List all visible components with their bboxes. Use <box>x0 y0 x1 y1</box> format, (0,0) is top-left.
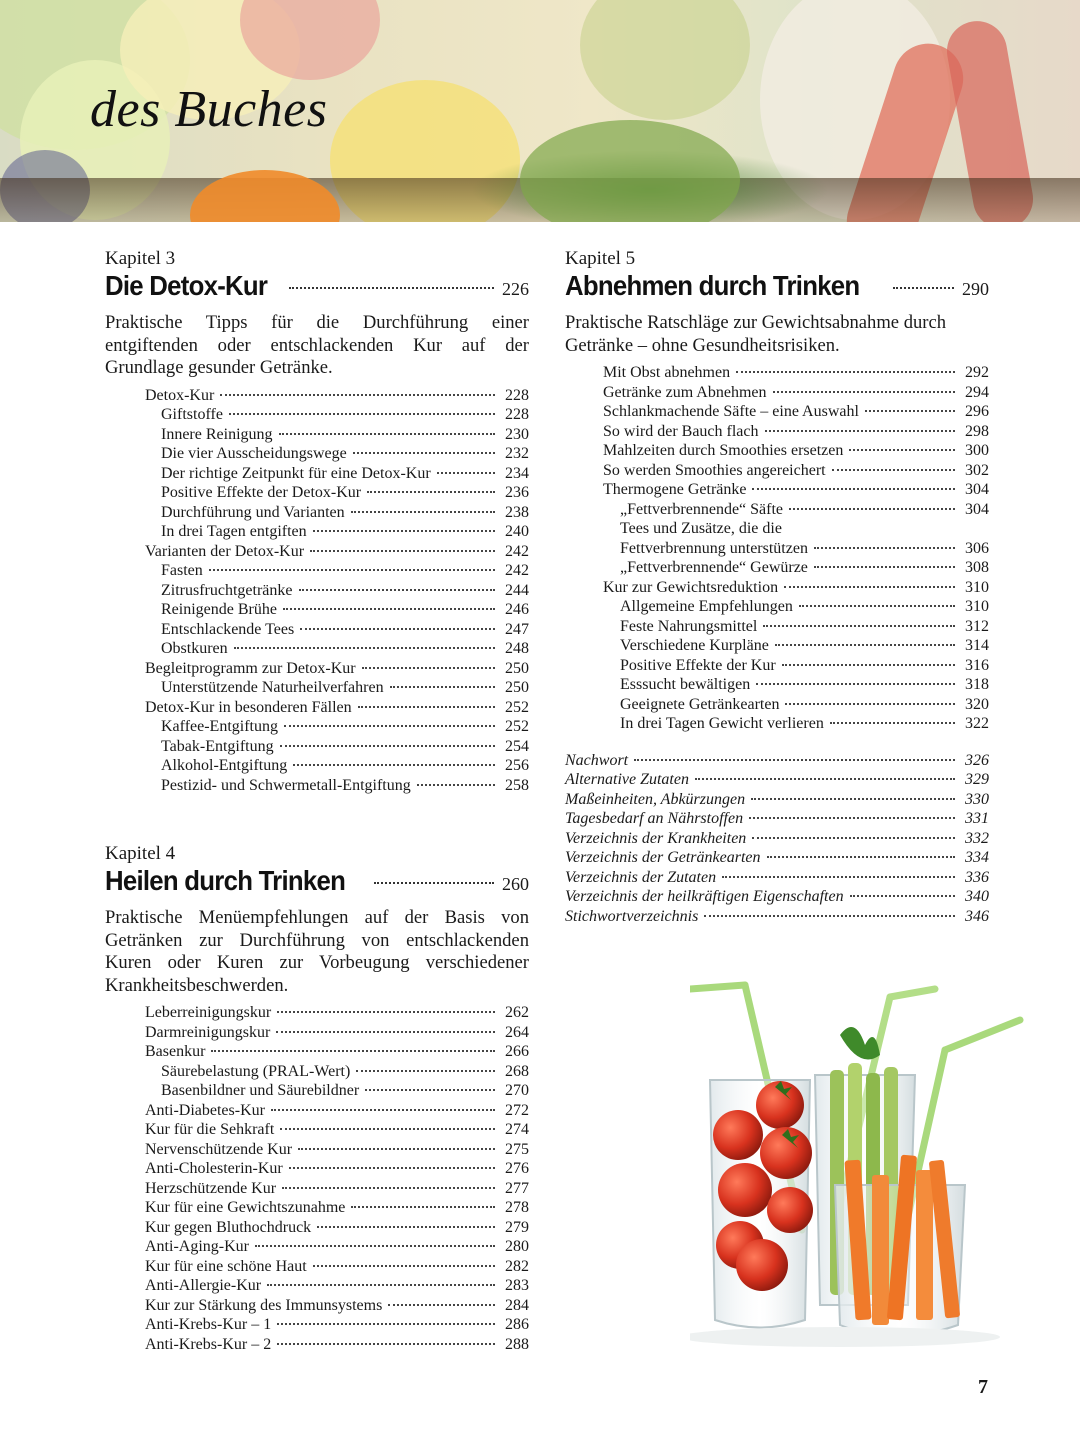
toc-entry[interactable] <box>105 1218 529 1238</box>
dot-leader <box>704 915 955 917</box>
dot-leader <box>374 882 494 884</box>
toc-entry-page: 248 <box>505 640 529 657</box>
toc-entry-page: 234 <box>505 464 529 482</box>
dot-leader <box>211 1050 495 1052</box>
toc-entry-label: Innere Reinigung <box>161 425 273 443</box>
toc-entry[interactable] <box>565 675 989 695</box>
toc-entry-page: 304 <box>965 500 989 518</box>
toc-entry[interactable] <box>105 581 529 601</box>
dot-leader <box>310 550 495 552</box>
toc-entry[interactable] <box>105 542 529 562</box>
dot-leader <box>830 722 955 724</box>
toc-entry-page: 308 <box>965 559 989 576</box>
toc-entry-label: Stichwortverzeichnis <box>565 907 699 925</box>
toc-entry-label: Pestizid- und Schwermetall-Entgiftung <box>161 776 411 794</box>
toc-entry-page: 278 <box>505 1199 529 1216</box>
toc-entry[interactable] <box>105 561 529 581</box>
toc-entry-page: 302 <box>965 461 989 479</box>
toc-entry-page: 310 <box>965 598 989 615</box>
toc-entry-page: 242 <box>505 542 529 560</box>
toc-entry-page: 288 <box>505 1335 529 1353</box>
toc-entry[interactable] <box>105 756 529 776</box>
dot-leader <box>865 410 955 412</box>
toc-entry-label: Anti-Krebs-Kur – 2 <box>145 1335 272 1353</box>
toc-entry[interactable] <box>105 1315 529 1335</box>
toc-entry-page: 238 <box>505 503 529 521</box>
toc-entry-label: Herzschützende Kur <box>145 1179 277 1197</box>
toc-entry[interactable] <box>105 678 529 698</box>
toc-entry-page: 334 <box>965 849 989 866</box>
chapter-title-row[interactable] <box>105 865 529 901</box>
dot-leader <box>785 703 955 705</box>
toc-entry-label: Alternative Zutaten <box>565 771 689 788</box>
toc-entry[interactable] <box>105 1257 529 1277</box>
toc-entry[interactable] <box>565 656 989 676</box>
toc-entry[interactable] <box>105 1081 529 1101</box>
toc-entry-label: Anti-Allergie-Kur <box>145 1277 262 1294</box>
toc-entry-page: 252 <box>505 698 529 716</box>
toc-entry[interactable] <box>565 383 989 403</box>
toc-entry-page: 300 <box>965 442 989 459</box>
page-title: des Buches <box>90 81 328 138</box>
toc-entry[interactable] <box>565 809 989 829</box>
toc-entry-label: Getränke zum Abnehmen <box>603 383 767 401</box>
dot-leader <box>280 745 495 747</box>
toc-entry[interactable] <box>105 444 529 464</box>
toc-entry[interactable] <box>565 617 989 637</box>
toc-entry[interactable] <box>105 1120 529 1140</box>
toc-entry[interactable] <box>105 1276 529 1296</box>
toc-entry-label: Esssucht bewältigen <box>620 676 751 693</box>
toc-entry-label: So wird der Bauch flach <box>603 422 759 440</box>
dot-leader <box>282 1187 495 1189</box>
dot-leader <box>276 1031 495 1033</box>
toc-entry-label: „Fettverbrennende“ Säfte <box>620 500 784 518</box>
toc-entry-page: 244 <box>505 581 529 599</box>
toc-entry-label: Anti-Krebs-Kur – 1 <box>145 1316 272 1333</box>
dot-leader <box>300 628 495 630</box>
toc-entry[interactable] <box>565 887 989 907</box>
toc-entry[interactable] <box>565 714 989 734</box>
toc-entry-label: Maßeinheiten, Abkürzungen <box>565 790 746 808</box>
toc-entry-label: Durchführung und Varianten <box>161 503 345 521</box>
toc-entry-label: Basenbildner und Säurebildner <box>161 1082 360 1099</box>
toc-entry-page: 316 <box>965 656 989 674</box>
toc-entry-page: 286 <box>505 1316 529 1333</box>
dot-leader <box>756 683 955 685</box>
toc-entry[interactable] <box>105 717 529 737</box>
dot-leader <box>298 1148 495 1150</box>
toc-entry-page: 318 <box>965 676 989 693</box>
toc-entry-page: 283 <box>505 1277 529 1294</box>
toc-entry-label: Positive Effekte der Detox-Kur <box>161 484 362 501</box>
toc-entry-label: Thermogene Getränke <box>603 481 747 498</box>
toc-entry-label: Mit Obst abnehmen <box>603 364 731 381</box>
toc-entry[interactable] <box>105 1140 529 1160</box>
toc-entry[interactable] <box>565 461 989 481</box>
chapter-description: Praktische Ratschläge zur Gewichtsabnahme durch Getränke – ohne Gesundheitsrisiken. <box>565 312 947 356</box>
toc-entry-label: Detox-Kur in besonderen Fällen <box>145 698 352 716</box>
chapter-title: Abnehmen durch Trinken <box>565 270 860 301</box>
toc-entry-label: Giftstoffe <box>161 406 223 423</box>
toc-entry-label: Basenkur <box>145 1043 206 1060</box>
toc-entry-label: Verzeichnis der Krankheiten <box>565 829 747 847</box>
toc-entry[interactable] <box>565 480 989 500</box>
toc-entry-page: 250 <box>505 679 529 696</box>
toc-entry-page: 329 <box>965 771 989 788</box>
toc-entry-page: 254 <box>505 737 529 755</box>
dot-leader <box>289 1167 495 1169</box>
chapter-title: Heilen durch Trinken <box>105 865 346 896</box>
toc-entry-page: 320 <box>965 695 989 713</box>
toc-entry-label: Anti-Diabetes-Kur <box>145 1101 265 1119</box>
chapter-description: Praktische Menüempfehlungen auf der Basis von Getränken zur Durchführung von entschlackenden Kuren oder Kuren zur Vorbeugung verschiedener Krankheitsbeschwerden. <box>105 907 529 996</box>
toc-entry[interactable] <box>565 751 989 771</box>
toc-entry[interactable] <box>565 829 989 849</box>
dot-leader <box>299 589 496 591</box>
toc-entry-page: 282 <box>505 1257 529 1275</box>
toc-entry-label: Obstkuren <box>161 640 228 657</box>
toc-entry-page: 331 <box>965 810 989 827</box>
dot-leader <box>751 798 955 800</box>
chapter-page: 260 <box>502 874 529 894</box>
dot-leader <box>782 664 955 666</box>
dot-leader <box>365 1089 495 1091</box>
dot-leader <box>695 778 955 780</box>
dot-leader <box>209 569 495 571</box>
toc-entry[interactable] <box>105 503 529 523</box>
toc-entry[interactable] <box>105 1042 529 1062</box>
dot-leader <box>351 1206 495 1208</box>
toc-entry[interactable] <box>565 441 989 461</box>
dot-leader <box>351 511 495 513</box>
toc-entry[interactable] <box>105 776 529 796</box>
toc-entry[interactable] <box>565 519 989 539</box>
toc-entry[interactable] <box>565 695 989 715</box>
dot-leader <box>313 530 495 532</box>
toc-entry-label: Darmreinigungskur <box>145 1023 271 1041</box>
toc-list <box>105 1003 529 1354</box>
dot-leader <box>277 1343 495 1345</box>
toc-entry-label: Tabak-Entgiftung <box>161 737 274 755</box>
dot-leader <box>784 586 955 588</box>
dot-leader <box>850 895 955 897</box>
toc-entry-page: 236 <box>505 484 529 501</box>
toc-entry-label: Allgemeine Empfehlungen <box>620 598 793 615</box>
dot-leader <box>289 287 494 289</box>
toc-entry[interactable] <box>105 386 529 406</box>
toc-entry[interactable] <box>565 790 989 810</box>
toc-entry[interactable] <box>105 620 529 640</box>
toc-entry-label: Kaffee-Entgiftung <box>161 718 278 735</box>
toc-entry-page: 346 <box>965 907 989 925</box>
dot-leader <box>234 647 495 649</box>
toc-entry-page: 228 <box>505 406 529 423</box>
dot-leader <box>277 1323 495 1325</box>
chapter-5 <box>565 248 989 734</box>
toc-entry[interactable] <box>565 848 989 868</box>
toc-entry-page: 246 <box>505 601 529 618</box>
toc-entry-page: 294 <box>965 383 989 401</box>
toc-entry[interactable] <box>565 636 989 656</box>
toc-entry[interactable] <box>105 639 529 659</box>
toc-entry-page: 304 <box>965 481 989 498</box>
toc-entry-label: Schlankmachende Säfte – eine Auswahl <box>603 403 859 420</box>
toc-entry[interactable] <box>105 1159 529 1179</box>
toc-entry[interactable] <box>105 1003 529 1023</box>
toc-entry-page: 326 <box>965 751 989 769</box>
toc-entry-page: 256 <box>505 757 529 774</box>
toc-entry[interactable] <box>565 422 989 442</box>
toc-entry-label: Zitrusfruchtgetränke <box>161 581 293 599</box>
toc-entry-page: 262 <box>505 1004 529 1021</box>
toc-entry-label: Fasten <box>161 562 203 579</box>
toc-entry-label: Verschiedene Kurpläne <box>620 637 769 654</box>
toc-entry-label: Verzeichnis der Getränkearten <box>565 849 761 866</box>
toc-left-column <box>105 248 529 1354</box>
toc-entry-page: 268 <box>505 1062 529 1080</box>
toc-entry-page: 330 <box>965 790 989 808</box>
dot-leader <box>417 784 495 786</box>
dot-leader <box>773 391 956 393</box>
dot-leader <box>799 605 955 607</box>
dot-leader <box>752 837 955 839</box>
toc-entry[interactable] <box>565 597 989 617</box>
toc-entry-label: Reinigende Brühe <box>161 601 277 618</box>
toc-entry-page: 280 <box>505 1238 529 1255</box>
toc-entry-page: 228 <box>505 386 529 404</box>
chapter-label: Kapitel 5 <box>565 248 636 269</box>
toc-list <box>105 386 529 796</box>
chapter-label: Kapitel 4 <box>105 843 176 864</box>
toc-entry[interactable] <box>105 405 529 425</box>
toc-entry-label: Verzeichnis der Zutaten <box>565 868 717 886</box>
toc-entry-page: 322 <box>965 715 989 732</box>
chapter-4 <box>105 843 529 1354</box>
toc-entry-label: Die vier Ausscheidungswege <box>161 445 347 462</box>
dot-leader <box>775 644 955 646</box>
toc-entry-page: 284 <box>505 1296 529 1314</box>
toc-entry-page: 277 <box>505 1179 529 1197</box>
dot-leader <box>763 625 955 627</box>
backmatter-section <box>565 751 989 927</box>
toc-entry-label: Verzeichnis der heilkräftigen Eigenschaften <box>565 888 844 905</box>
toc-entry[interactable] <box>565 539 989 559</box>
toc-entry-label: Kur zur Gewichtsreduktion <box>603 578 779 596</box>
dot-leader <box>317 1226 495 1228</box>
toc-entry-label: „Fettverbrennende“ Gewürze <box>620 559 808 576</box>
dot-leader <box>279 433 495 435</box>
toc-entry[interactable] <box>105 1062 529 1082</box>
toc-entry-label: Entschlackende Tees <box>161 620 295 638</box>
toc-entry[interactable] <box>565 868 989 888</box>
dot-leader <box>313 1265 495 1267</box>
dot-leader <box>789 508 955 510</box>
toc-entry[interactable] <box>565 578 989 598</box>
toc-entry-page: 276 <box>505 1160 529 1177</box>
toc-entry-page: 296 <box>965 403 989 420</box>
toc-entry-label: Mahlzeiten durch Smoothies ersetzen <box>603 442 844 459</box>
toc-entry-label: So werden Smoothies angereichert <box>603 461 826 479</box>
toc-entry-page: 292 <box>965 364 989 381</box>
toc-entry-page: 298 <box>965 422 989 440</box>
chapter-description: Praktische Tipps für die Durchführung einer entgiftenden oder entschlackenden Kur auf der Grundlage gesunder Getränke. <box>105 312 529 378</box>
page-number: 7 <box>978 1376 988 1398</box>
toc-entry[interactable] <box>105 1198 529 1218</box>
toc-entry-page: 336 <box>965 868 989 886</box>
toc-entry-page: 270 <box>505 1082 529 1099</box>
toc-entry-label: Geeignete Getränkearten <box>620 695 780 713</box>
dot-leader <box>832 469 955 471</box>
toc-entry-page: 247 <box>505 620 529 638</box>
toc-right-column <box>565 248 989 926</box>
dot-leader <box>362 667 495 669</box>
dot-leader <box>220 394 495 396</box>
chapter-title: Die Detox-Kur <box>105 270 268 301</box>
toc-entry-page: 230 <box>505 425 529 443</box>
chapter-label: Kapitel 3 <box>105 248 176 269</box>
toc-entry-label: Unterstützende Naturheilverfahren <box>161 679 384 696</box>
dot-leader <box>277 1011 495 1013</box>
toc-entry-label: Kur gegen Bluthochdruck <box>145 1218 312 1236</box>
toc-entry-label: Kur zur Stärkung des Immunsystems <box>145 1296 383 1314</box>
dot-leader <box>437 472 495 474</box>
dot-leader <box>390 686 495 688</box>
toc-entry-page: 250 <box>505 659 529 677</box>
toc-entry-label: Tees und Zusätze, die die <box>620 520 782 537</box>
toc-entry-page: 272 <box>505 1101 529 1119</box>
toc-entry-page: 340 <box>965 888 989 905</box>
dot-leader <box>814 547 955 549</box>
toc-entry-label: Positive Effekte der Kur <box>620 656 776 674</box>
toc-entry-page: 232 <box>505 445 529 462</box>
dot-leader <box>752 488 955 490</box>
toc-entry-page: 310 <box>965 578 989 596</box>
chapter-3 <box>105 248 529 795</box>
toc-entry[interactable] <box>565 907 989 927</box>
chapter-page: 226 <box>502 279 529 299</box>
toc-entry-page: 312 <box>965 617 989 635</box>
toc-entry-label: In drei Tagen entgiften <box>161 523 307 540</box>
toc-entry-label: Fettverbrennung unterstützen <box>620 539 808 557</box>
toc-entry-label: Begleitprogramm zur Detox-Kur <box>145 659 356 677</box>
toc-entry-label: Kur für eine Gewichtszunahme <box>145 1199 346 1216</box>
toc-entry-page: 240 <box>505 523 529 540</box>
chapter-page: 290 <box>962 279 989 299</box>
toc-entry[interactable] <box>105 1335 529 1355</box>
toc-entry[interactable] <box>105 737 529 757</box>
toc-entry-label: Feste Nahrungsmittel <box>620 617 758 635</box>
toc-entry[interactable] <box>105 425 529 445</box>
toc-entry[interactable] <box>105 483 529 503</box>
toc-entry-page: 279 <box>505 1218 529 1236</box>
toc-entry-label: Anti-Cholesterin-Kur <box>145 1160 283 1177</box>
dot-leader <box>255 1245 495 1247</box>
toc-entry[interactable] <box>565 363 989 383</box>
chapter-title-row[interactable] <box>105 270 529 306</box>
dot-leader <box>767 856 955 858</box>
dot-leader <box>367 491 495 493</box>
toc-entry-label: Säurebelastung (PRAL-Wert) <box>161 1062 351 1080</box>
dot-leader <box>267 1284 495 1286</box>
toc-entry-page: 266 <box>505 1043 529 1060</box>
dot-leader <box>283 608 495 610</box>
dot-leader <box>849 449 955 451</box>
dot-leader <box>271 1109 495 1111</box>
chapter-title-row[interactable] <box>565 270 989 306</box>
toc-entry-page: 258 <box>505 776 529 794</box>
toc-entry[interactable] <box>565 500 989 520</box>
toc-entry[interactable] <box>565 402 989 422</box>
dot-leader <box>634 759 955 761</box>
dot-leader <box>229 413 495 415</box>
dot-leader <box>893 287 954 289</box>
toc-entry-label: Alkohol-Entgiftung <box>161 757 288 774</box>
toc-entry[interactable] <box>105 659 529 679</box>
toc-entry-page: 306 <box>965 539 989 557</box>
toc-entry[interactable] <box>105 600 529 620</box>
dot-leader <box>749 817 955 819</box>
dot-leader <box>356 1070 495 1072</box>
toc-entry-page: 274 <box>505 1121 529 1138</box>
dot-leader <box>358 706 495 708</box>
toc-entry-label: Kur für eine schöne Haut <box>145 1257 307 1275</box>
dot-leader <box>293 764 495 766</box>
toc-entry[interactable] <box>105 522 529 542</box>
toc-entry-label: Der richtige Zeitpunkt für eine Detox-Kur <box>161 464 431 482</box>
toc-entry-page: 252 <box>505 718 529 735</box>
dot-leader <box>280 1128 495 1130</box>
toc-entry[interactable] <box>105 1179 529 1199</box>
toc-entry[interactable] <box>105 698 529 718</box>
toc-entry-page: 275 <box>505 1140 529 1158</box>
toc-entry[interactable] <box>105 1101 529 1121</box>
toc-entry[interactable] <box>565 770 989 790</box>
toc-entry-page: 264 <box>505 1023 529 1041</box>
toc-entry-label: Nervenschützende Kur <box>145 1140 293 1158</box>
toc-entry-label: Detox-Kur <box>145 386 215 404</box>
dot-leader <box>284 725 495 727</box>
dot-leader <box>388 1304 495 1306</box>
dot-leader <box>814 566 955 568</box>
toc-entry-label: Tagesbedarf an Nährstoffen <box>565 810 744 827</box>
vegetable-glasses-photo <box>690 975 1040 1355</box>
toc-entry-page: 242 <box>505 562 529 579</box>
dot-leader <box>765 430 955 432</box>
toc-entry[interactable] <box>105 1296 529 1316</box>
toc-entry-page: 332 <box>965 829 989 847</box>
backmatter-list <box>565 751 989 927</box>
toc-entry[interactable] <box>105 1023 529 1043</box>
toc-list <box>565 363 989 734</box>
toc-entry[interactable] <box>105 464 529 484</box>
toc-entry-label: Leberreinigungskur <box>145 1004 272 1021</box>
toc-entry-label: In drei Tagen Gewicht verlieren <box>620 715 824 732</box>
toc-entry-page: 314 <box>965 637 989 654</box>
dot-leader <box>736 371 955 373</box>
dot-leader <box>353 452 495 454</box>
toc-entry-label: Anti-Aging-Kur <box>145 1238 249 1255</box>
toc-entry[interactable] <box>105 1237 529 1257</box>
toc-entry[interactable] <box>565 558 989 578</box>
toc-entry-label: Kur für die Sehkraft <box>145 1121 275 1138</box>
toc-entry-label: Nachwort <box>565 751 629 769</box>
dot-leader <box>722 876 955 878</box>
toc-entry-label: Varianten der Detox-Kur <box>145 542 305 560</box>
